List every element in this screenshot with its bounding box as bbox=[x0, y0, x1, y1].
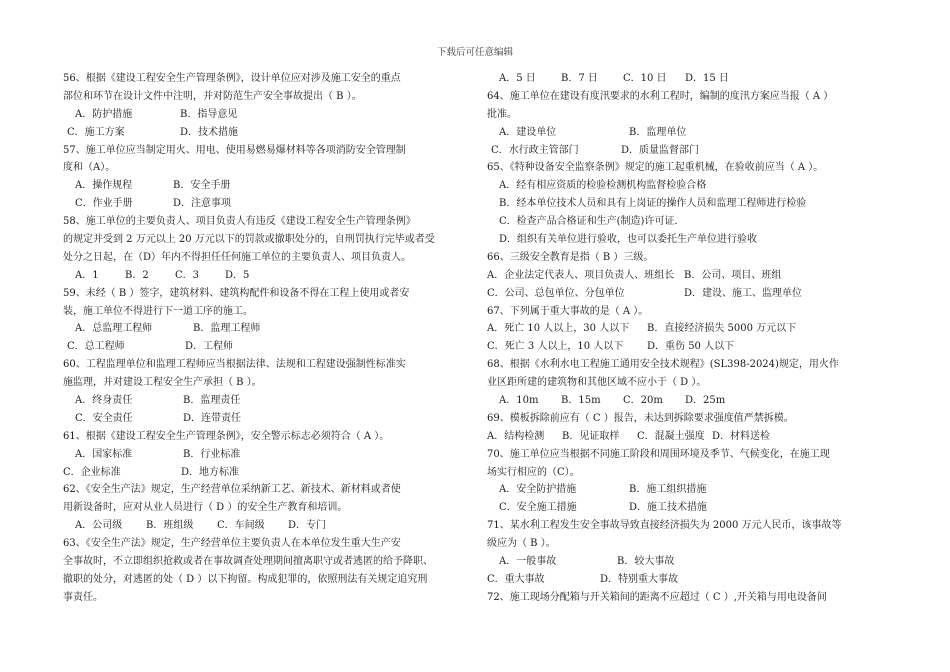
options-line bbox=[63, 464, 463, 482]
answer-option: D．材料送检 bbox=[712, 430, 771, 442]
answer-option: D．施工技术措施 bbox=[629, 502, 708, 514]
line-text: 72、施工现场分配箱与开关箱间的距离不应超过（ C ）,开关箱与用电设备间 bbox=[487, 591, 827, 603]
answer-option: C．20m bbox=[623, 395, 663, 407]
options-line bbox=[63, 392, 463, 410]
line-text: 68、根据《水利水电工程施工通用安全技术规程》(SL398-2024)规定，用火作 bbox=[487, 359, 839, 371]
answer-option: A．操作规程 bbox=[75, 180, 133, 192]
answer-option: B．班组级 bbox=[146, 520, 194, 532]
text-line bbox=[487, 195, 907, 213]
answer-option: C．重大事故 bbox=[487, 573, 545, 585]
answer-option: B．施工组织措施 bbox=[629, 484, 707, 496]
line-text: 的规定并受到 2 万元以上 20 万元以下的罚款或撤职处分的，自刑罚执行完毕或者受 bbox=[63, 234, 435, 246]
options-line bbox=[63, 320, 463, 338]
text-line bbox=[487, 177, 907, 195]
options-line bbox=[487, 553, 907, 571]
text-line bbox=[63, 285, 463, 303]
text-line bbox=[487, 446, 907, 464]
answer-option: B．指导意见 bbox=[180, 108, 238, 120]
text-line bbox=[63, 499, 463, 517]
answer-option: A．一般事故 bbox=[499, 556, 557, 568]
answer-option: C．总工程师 bbox=[67, 341, 125, 353]
line-text: 60、工程监理单位和监理工程师应当根据法律、法规和工程建设强制性标准实 bbox=[63, 359, 406, 371]
options-line bbox=[63, 195, 463, 213]
answer-option: D．技术措施 bbox=[180, 126, 239, 138]
text-line bbox=[487, 231, 907, 249]
line-text: 批准。 bbox=[487, 108, 517, 120]
line-text: 部位和环节在设计文件中注明，并对防范生产安全事故提出（ B ）。 bbox=[63, 90, 362, 102]
text-line bbox=[63, 231, 463, 249]
text-line bbox=[63, 303, 463, 321]
answer-option: A．公司级 bbox=[75, 520, 123, 532]
line-text: 66、三级安全教育是指（ B ）三级。 bbox=[487, 251, 654, 263]
options-line bbox=[487, 320, 907, 338]
answer-option: C．10 日 bbox=[623, 73, 667, 84]
options-line bbox=[63, 517, 463, 535]
answer-option: B．公司、项目、班组 bbox=[684, 269, 782, 281]
options-line bbox=[487, 481, 907, 499]
answer-option: C．水行政主管部门 bbox=[491, 144, 579, 156]
answer-option: A．企业法定代表人、项目负责人、班组长 bbox=[487, 269, 675, 281]
options-line bbox=[487, 499, 907, 517]
answer-option: C．施工方案 bbox=[67, 126, 125, 138]
answer-option: C．安全施工措施 bbox=[499, 502, 577, 514]
answer-option: C．公司、总包单位、分包单位 bbox=[487, 287, 625, 299]
answer-option: D．重伤 50 人以下 bbox=[647, 341, 735, 353]
line-text: 63、《安全生产法》规定，生产经营单位主要负责人在本单位发生重大生产安 bbox=[63, 538, 401, 550]
answer-option: C．作业手册 bbox=[75, 198, 133, 210]
line-text: 施监理，并对建设工程安全生产承担（ B ）。 bbox=[63, 377, 262, 389]
text-line bbox=[63, 70, 463, 88]
answer-option: D．质量监督部门 bbox=[621, 144, 700, 156]
line-text: A．经有相应资质的检验检测机构监督检验合格 bbox=[499, 180, 707, 192]
answer-option: A．国家标准 bbox=[75, 448, 133, 460]
text-line bbox=[63, 535, 463, 553]
text-line bbox=[63, 88, 463, 106]
answer-option: B．15m bbox=[561, 395, 601, 407]
text-line bbox=[63, 589, 463, 607]
answer-option: A．死亡 10 人以上，30 人以下 bbox=[487, 323, 630, 335]
answer-option: C．企业标准 bbox=[63, 466, 121, 478]
answer-option: D．5 bbox=[225, 269, 250, 281]
line-text: 撤职的处分，对逃匿的处（ D ）以下拘留。构成犯罪的，依照刑法有关规定追究刑 bbox=[63, 573, 428, 585]
page-header: 下载后可任意编辑 bbox=[436, 47, 513, 58]
text-line bbox=[487, 88, 907, 106]
answer-option: A．10m bbox=[499, 395, 539, 407]
line-text: 62、《安全生产法》规定，生产经营单位采纳新工艺、新技术、新材料或者使 bbox=[63, 484, 401, 496]
text-line bbox=[63, 159, 463, 177]
line-text: 用新设备时，应对从业人员进行（ D ）的安全生产教育和培训。 bbox=[63, 502, 348, 514]
answer-option: A．防护措施 bbox=[75, 108, 133, 120]
line-text: B．经本单位技术人员和具有上岗证的操作人员和监理工程师进行检验 bbox=[499, 198, 807, 210]
right-column bbox=[487, 70, 907, 607]
options-line bbox=[63, 267, 463, 285]
answer-option: A．终身责任 bbox=[75, 395, 133, 407]
line-text: 全事故时，不立即组织抢救或者在事故调查处理期间擅离职守或者逃匿的给予降职、 bbox=[63, 556, 433, 568]
text-line bbox=[487, 517, 907, 535]
text-line bbox=[63, 142, 463, 160]
text-line bbox=[63, 571, 463, 589]
line-text: 处分之日起，在（D）年内不得担任任何施工单位的主要负责人、项目负责人。 bbox=[63, 251, 412, 263]
line-text: D．组织有关单位进行验收，也可以委托生产单位进行验收 bbox=[499, 234, 758, 246]
answer-option: B．7 日 bbox=[561, 73, 598, 84]
line-text: 69、模板拆除前应有（ C ）报告，未达到拆除要求强度值严禁拆模。 bbox=[487, 412, 794, 424]
answer-option: B．直接经济损失 5000 万元以下 bbox=[647, 323, 797, 335]
options-line bbox=[63, 446, 463, 464]
answer-option: A．5 日 bbox=[499, 73, 536, 84]
line-text: 64、施工单位在建设有度汛要求的水利工程时，编制的度汛方案应当报（ A ） bbox=[487, 90, 834, 102]
answer-option: B．较大事故 bbox=[617, 556, 675, 568]
answer-option: D．地方标准 bbox=[181, 466, 240, 478]
options-line bbox=[487, 267, 907, 285]
answer-option: D．注意事项 bbox=[173, 198, 232, 210]
left-column bbox=[63, 70, 463, 607]
answer-option: D．建设、施工、监理单位 bbox=[684, 287, 803, 299]
line-text: 57、施工单位应当制定用火、用电、使用易燃易爆材料等各项消防安全管理制 bbox=[63, 144, 406, 156]
text-line bbox=[487, 464, 907, 482]
text-line bbox=[63, 249, 463, 267]
answer-option: B．监理责任 bbox=[183, 395, 241, 407]
text-line bbox=[487, 106, 907, 124]
answer-option: A．1 bbox=[75, 269, 99, 281]
answer-option: B．见证取样 bbox=[562, 430, 620, 442]
text-line bbox=[63, 428, 463, 446]
text-line bbox=[487, 589, 907, 607]
options-line bbox=[487, 70, 907, 88]
line-text: 装，施工单位不得进行下一道工序的施工。 bbox=[63, 305, 253, 317]
line-text: 56、根据《建设工程安全生产管理条例》，设计单位应对涉及施工安全的重点 bbox=[63, 73, 401, 84]
options-line bbox=[63, 124, 463, 142]
text-line bbox=[487, 374, 907, 392]
line-text: C．检查产品合格证和生产(制造)许可证． bbox=[499, 216, 685, 228]
options-line bbox=[63, 410, 463, 428]
options-line bbox=[63, 338, 463, 356]
line-text: 级应为（ B ）。 bbox=[487, 538, 556, 550]
answer-option: B．监理工程师 bbox=[193, 323, 261, 335]
answer-option: C．3 bbox=[175, 269, 200, 281]
answer-option: A．结构检测 bbox=[487, 430, 545, 442]
line-text: 65、《特种设备安全监察条例》规定的施工起重机械，在验收前应当（ A ）。 bbox=[487, 162, 824, 174]
line-text: 场实行相应的（C）。 bbox=[487, 466, 580, 478]
answer-option: D．25m bbox=[685, 395, 726, 407]
line-text: 58、施工单位的主要负责人、项目负责人有违反《建设工程安全生产管理条例》 bbox=[63, 216, 416, 228]
options-line bbox=[487, 142, 907, 160]
text-line bbox=[487, 159, 907, 177]
answer-option: C．混凝土强度 bbox=[637, 430, 705, 442]
answer-option: B．行业标准 bbox=[183, 448, 241, 460]
text-line bbox=[487, 356, 907, 374]
text-line bbox=[63, 481, 463, 499]
line-text: 61、根据《建设工程安全生产管理条例》，安全警示标志必须符合（ A ）。 bbox=[63, 430, 390, 442]
answer-option: D．15 日 bbox=[685, 73, 729, 84]
answer-option: D．专门 bbox=[288, 520, 327, 532]
options-line bbox=[487, 285, 907, 303]
answer-option: B．监理单位 bbox=[629, 126, 687, 138]
line-text: 67、下列属于重大事故的是（ A ）。 bbox=[487, 305, 649, 317]
answer-option: B．2 bbox=[125, 269, 149, 281]
text-line bbox=[487, 535, 907, 553]
text-line bbox=[63, 553, 463, 571]
line-text: 业区距所建的建筑物和其他区域不应小于（ D ）。 bbox=[487, 377, 707, 389]
options-line bbox=[63, 106, 463, 124]
answer-option: B．安全手册 bbox=[173, 180, 231, 192]
answer-option: A．安全防护措施 bbox=[499, 484, 577, 496]
text-line bbox=[487, 410, 907, 428]
line-text: 度和（A）。 bbox=[63, 162, 116, 174]
text-line bbox=[487, 213, 907, 231]
options-line bbox=[487, 338, 907, 356]
answer-option: A．总监理工程师 bbox=[75, 323, 153, 335]
line-text: 事责任。 bbox=[63, 591, 103, 603]
options-line bbox=[487, 392, 907, 410]
line-text: 70、施工单位应当根据不同施工阶段和周围环境及季节、气候变化，在施工现 bbox=[487, 448, 830, 460]
answer-option: D．特别重大事故 bbox=[600, 573, 679, 585]
options-line bbox=[487, 571, 907, 589]
text-line bbox=[487, 303, 907, 321]
options-line bbox=[63, 177, 463, 195]
options-line bbox=[487, 428, 907, 446]
answer-option: D．连带责任 bbox=[183, 412, 242, 424]
answer-option: D．工程师 bbox=[185, 341, 234, 353]
answer-option: C．安全责任 bbox=[75, 412, 133, 424]
answer-option: C．死亡 3 人以上，10 人以下 bbox=[487, 341, 624, 353]
line-text: 71、某水利工程发生安全事故导致直接经济损失为 2000 万元人民币，该事故等 bbox=[487, 520, 842, 532]
text-line bbox=[63, 356, 463, 374]
answer-option: C．车间级 bbox=[217, 520, 265, 532]
text-line bbox=[487, 249, 907, 267]
options-line bbox=[487, 124, 907, 142]
text-line bbox=[63, 213, 463, 231]
answer-option: A．建设单位 bbox=[499, 126, 557, 138]
line-text: 59、未经（ B ）签字，建筑材料、建筑构配件和设备不得在工程上使用或者安 bbox=[63, 287, 410, 299]
text-line bbox=[63, 374, 463, 392]
